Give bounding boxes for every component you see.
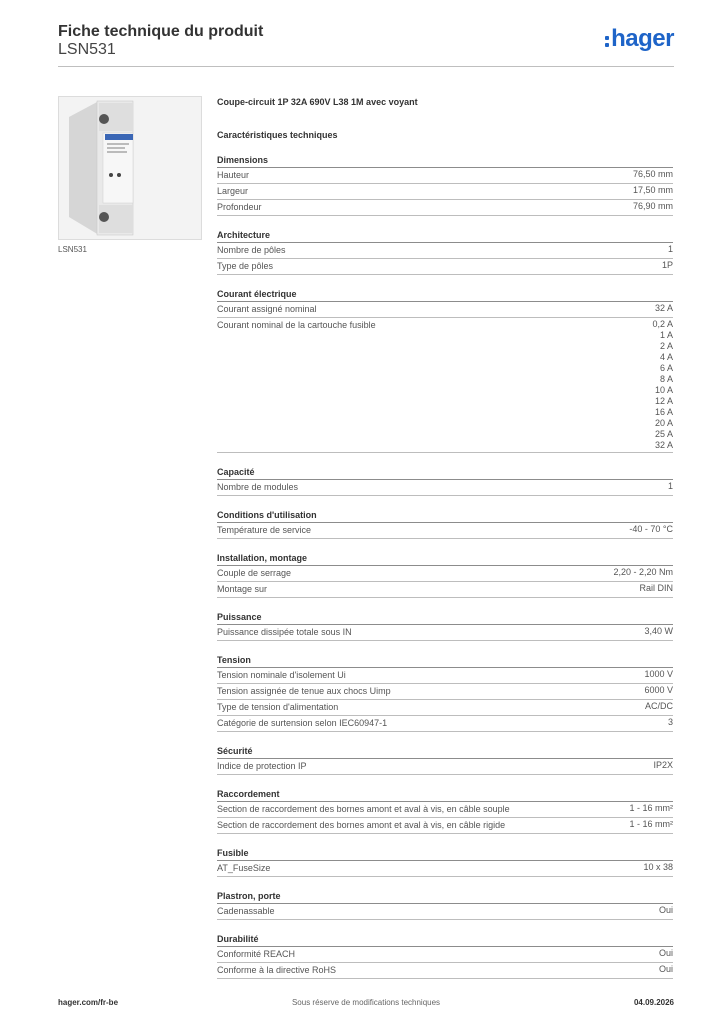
spec-row: [217, 963, 673, 979]
spec-value: [633, 185, 673, 196]
spec-value: [668, 717, 673, 728]
spec-label: Section de raccordement des bornes amont et aval à vis, en câble souple: [217, 804, 510, 814]
spec-value-line: 6000 V: [644, 685, 673, 695]
spec-label: Type de tension d'alimentation: [217, 702, 339, 712]
logo-text: hager: [611, 25, 674, 52]
spec-value-line: 1: [667, 244, 673, 254]
hager-logo: [605, 26, 674, 52]
section-title: Sécurité: [217, 745, 673, 759]
spec-row: [217, 582, 673, 598]
spec-row: [217, 700, 673, 716]
spec-value-line: Oui: [658, 948, 673, 958]
spec-section: [217, 745, 673, 775]
spec-value-line: 2,20 - 2,20 Nm: [613, 567, 673, 577]
spec-label: Tension assignée de tenue aux chocs Uimp: [217, 686, 391, 696]
spec-value: [629, 819, 673, 830]
spec-row: [217, 947, 673, 963]
footer-website: hager.com/fr-be: [58, 998, 119, 1007]
spec-row: [217, 259, 673, 275]
spec-value-line: Rail DIN: [639, 583, 673, 593]
spec-label: Largeur: [217, 186, 249, 196]
spec-row: [217, 243, 673, 259]
spec-value: [668, 244, 673, 255]
spec-value-line: 4 A: [659, 352, 673, 362]
spec-value-line: 1: [667, 481, 673, 491]
spec-value-line: 8 A: [659, 374, 673, 384]
spec-value: [613, 567, 673, 578]
section-title: Puissance: [217, 611, 673, 625]
section-title: Architecture: [217, 229, 673, 243]
spec-label: Cadenassable: [217, 906, 275, 916]
spec-label: Catégorie de surtension selon IEC60947-1: [217, 718, 388, 728]
footer-date: 04.09.2026: [633, 998, 674, 1007]
spec-section: [217, 788, 673, 834]
spec-value-line: 12 A: [654, 396, 673, 406]
spec-section: [217, 509, 673, 539]
spec-value-line: 17,50 mm: [632, 185, 673, 195]
section-title: Fusible: [217, 847, 673, 861]
spec-value-line: 1 - 16 mm²: [629, 803, 673, 813]
spec-value-line: Oui: [658, 905, 673, 915]
section-title: Dimensions: [217, 154, 673, 168]
header-divider: [58, 66, 674, 67]
spec-value: [659, 905, 673, 916]
spec-label: Tension nominale d'isolement Ui: [217, 670, 346, 680]
product-description: Coupe-circuit 1P 32A 690V L38 1M avec voyant: [217, 97, 418, 107]
spec-section: [217, 654, 673, 732]
spec-value: [653, 760, 673, 771]
spec-label: Section de raccordement des bornes amont et aval à vis, en câble rigide: [217, 820, 506, 830]
spec-row: [217, 480, 673, 496]
page-title: Fiche technique du produit: [58, 23, 264, 40]
page-footer: [58, 998, 674, 1010]
spec-label: Température de service: [217, 525, 312, 535]
spec-value-line: 1000 V: [644, 669, 673, 679]
spec-row: [217, 716, 673, 732]
spec-value: [644, 685, 673, 696]
spec-value: [655, 303, 673, 314]
spec-value: [644, 626, 673, 637]
tech-spec-heading: Caractéristiques techniques: [217, 130, 338, 140]
spec-label: Puissance dissipée totale sous IN: [217, 627, 352, 637]
product-reference: LSN531: [58, 41, 116, 58]
spec-value: [645, 701, 673, 712]
spec-value: [644, 669, 673, 680]
spec-value: [639, 583, 673, 594]
footer-notice: Sous réserve de modifications techniques: [291, 998, 441, 1007]
page-header: [58, 20, 674, 68]
spec-value: [659, 964, 673, 975]
spec-value: [643, 862, 673, 873]
spec-value-line: AC/DC: [644, 701, 673, 711]
section-title: Installation, montage: [217, 552, 673, 566]
section-title: Tension: [217, 654, 673, 668]
spec-row: [217, 818, 673, 834]
section-title: Conditions d'utilisation: [217, 509, 673, 523]
spec-value-line: 32 A: [654, 303, 673, 313]
spec-value-line: 10 A: [654, 385, 673, 395]
spec-row: [217, 566, 673, 582]
spec-section: [217, 552, 673, 598]
spec-value: [652, 319, 673, 451]
spec-row: [217, 302, 673, 318]
spec-row: [217, 904, 673, 920]
spec-value: [629, 524, 673, 535]
spec-row: [217, 184, 673, 200]
spec-value: [629, 803, 673, 814]
spec-value-line: 3: [667, 717, 673, 727]
spec-row: [217, 759, 673, 775]
spec-section: [217, 466, 673, 496]
spec-label: Profondeur: [217, 202, 262, 212]
spec-content: [217, 96, 673, 979]
spec-row: [217, 168, 673, 184]
section-title: Courant électrique: [217, 288, 673, 302]
section-title: Raccordement: [217, 788, 673, 802]
spec-label: Conforme à la directive RoHS: [217, 965, 337, 975]
spec-value: [659, 948, 673, 959]
spec-row: [217, 625, 673, 641]
spec-value-line: 1 - 16 mm²: [629, 819, 673, 829]
spec-value-line: 0,2 A: [652, 319, 673, 329]
spec-label: Indice de protection IP: [217, 761, 307, 771]
spec-label: Couple de serrage: [217, 568, 292, 578]
product-image: [58, 96, 202, 240]
spec-value-line: 32 A: [654, 440, 673, 450]
spec-row: [217, 200, 673, 216]
section-title: Durabilité: [217, 933, 673, 947]
fuse-holder-icon: [59, 97, 201, 239]
spec-value: [662, 260, 673, 271]
spec-label: Courant nominal de la cartouche fusible: [217, 320, 376, 330]
spec-value-line: 3,40 W: [644, 626, 673, 636]
spec-value-line: 10 x 38: [643, 862, 673, 872]
spec-row: [217, 684, 673, 700]
spec-section: [217, 154, 673, 216]
spec-section: [217, 847, 673, 877]
spec-row: [217, 668, 673, 684]
spec-value-line: 25 A: [654, 429, 673, 439]
spec-label: Type de pôles: [217, 261, 274, 271]
spec-label: Courant assigné nominal: [217, 304, 317, 314]
spec-label: Nombre de modules: [217, 482, 299, 492]
spec-label: AT_FuseSize: [217, 863, 271, 873]
spec-value-line: 76,50 mm: [632, 169, 673, 179]
spec-value-line: 20 A: [654, 418, 673, 428]
spec-value-line: 1P: [661, 260, 673, 270]
spec-row: [217, 318, 673, 453]
spec-value-line: -40 - 70 °C: [629, 524, 673, 534]
spec-label: Montage sur: [217, 584, 268, 594]
spec-value: [633, 169, 673, 180]
spec-section: [217, 611, 673, 641]
spec-value: [668, 481, 673, 492]
spec-value-line: Oui: [658, 964, 673, 974]
spec-row: [217, 802, 673, 818]
spec-label: Hauteur: [217, 170, 250, 180]
logo-colon-icon: [605, 36, 609, 47]
spec-value-line: 2 A: [659, 341, 673, 351]
product-image-caption: LSN531: [58, 245, 87, 254]
spec-value-line: 1 A: [659, 330, 673, 340]
spec-value-line: IP2X: [653, 760, 673, 770]
spec-value-line: 76,90 mm: [632, 201, 673, 211]
spec-section: [217, 288, 673, 453]
spec-value: [633, 201, 673, 212]
section-title: Capacité: [217, 466, 673, 480]
spec-sections: [217, 154, 673, 979]
spec-value-line: 16 A: [654, 407, 673, 417]
spec-row: [217, 523, 673, 539]
spec-section: [217, 933, 673, 979]
section-title: Plastron, porte: [217, 890, 673, 904]
spec-value-line: 6 A: [659, 363, 673, 373]
spec-label: Conformité REACH: [217, 949, 296, 959]
spec-label: Nombre de pôles: [217, 245, 286, 255]
spec-section: [217, 229, 673, 275]
spec-section: [217, 890, 673, 920]
spec-row: [217, 861, 673, 877]
